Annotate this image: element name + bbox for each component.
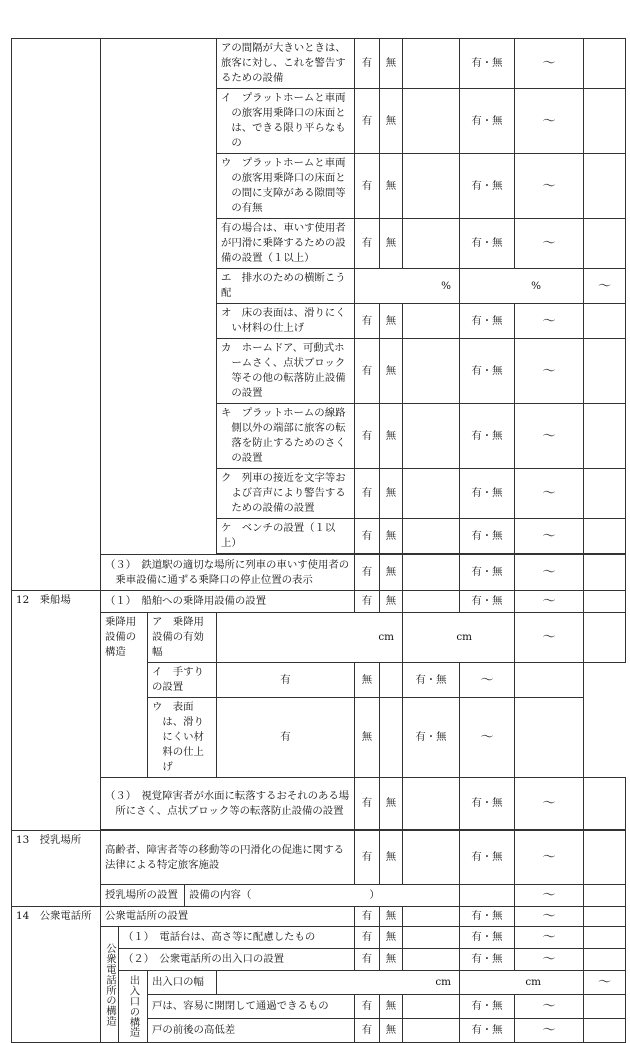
yes-no-cell: 有・無 bbox=[460, 1019, 515, 1043]
item-label: 戸は、容易に開閉して通過できるもの bbox=[148, 995, 355, 1019]
blank-cell bbox=[584, 591, 626, 613]
no-cell: 無 bbox=[380, 927, 403, 949]
blank-cell bbox=[584, 469, 626, 519]
yes-no-cell: 有・無 bbox=[460, 519, 515, 554]
section-title: 12 乗船場 bbox=[12, 591, 101, 831]
blank-cell bbox=[460, 885, 515, 907]
item-label: ウ プラットホームと車両の旅客用乗降口の床面との間に支障がある隙間等の有無 bbox=[217, 154, 355, 219]
blank-cell bbox=[515, 698, 584, 778]
item-label: キ プラットホームの線路側以外の端部に旅客の転落を防止するためのさくの設置 bbox=[217, 404, 355, 469]
yes-cell: 有 bbox=[355, 89, 380, 154]
blank-cell bbox=[584, 39, 626, 89]
no-cell: 無 bbox=[380, 778, 403, 830]
tilde-cell: ～ bbox=[515, 154, 584, 219]
blank-cell bbox=[403, 219, 460, 269]
no-cell: 無 bbox=[380, 469, 403, 519]
no-cell: 無 bbox=[380, 89, 403, 154]
yes-cell: 有 bbox=[355, 927, 380, 949]
blank-cell bbox=[584, 304, 626, 339]
tilde-cell: ～ bbox=[515, 339, 584, 404]
yes-no-cell: 有・無 bbox=[460, 591, 515, 613]
percent-cell: % bbox=[460, 269, 584, 304]
yes-cell: 有 bbox=[355, 907, 380, 927]
blank-cell bbox=[584, 613, 626, 663]
yes-no-cell: 有・無 bbox=[460, 995, 515, 1019]
blank-cell bbox=[584, 519, 626, 554]
yes-cell: 有 bbox=[355, 995, 380, 1019]
content-close: ） bbox=[369, 889, 380, 901]
table-row bbox=[12, 927, 626, 949]
yes-no-cell: 有・無 bbox=[460, 778, 515, 830]
cm-cell: cm bbox=[217, 613, 403, 663]
table-row bbox=[12, 613, 626, 663]
yes-no-cell: 有・無 bbox=[460, 927, 515, 949]
yes-no-cell: 有・無 bbox=[460, 304, 515, 339]
no-cell: 無 bbox=[380, 339, 403, 404]
no-cell: 無 bbox=[380, 995, 403, 1019]
item-label: ケ ベンチの設置（１以上） bbox=[217, 519, 355, 554]
no-cell: 無 bbox=[380, 949, 403, 971]
no-cell: 無 bbox=[380, 154, 403, 219]
tilde-cell: ～ bbox=[515, 591, 584, 613]
yes-cell: 有 bbox=[355, 1019, 380, 1043]
yes-cell: 有 bbox=[355, 339, 380, 404]
blank-cell bbox=[584, 154, 626, 219]
table-row bbox=[12, 907, 626, 927]
blank-cell bbox=[403, 89, 460, 154]
tilde-cell: ～ bbox=[515, 555, 584, 591]
item-label: ウ 表面は、滑りにくい材料の仕上げ bbox=[148, 698, 217, 778]
no-cell: 無 bbox=[355, 663, 380, 698]
blank-cell bbox=[584, 555, 626, 591]
no-cell: 無 bbox=[380, 304, 403, 339]
table-row bbox=[12, 591, 626, 613]
blank-cell bbox=[403, 778, 460, 830]
no-cell: 無 bbox=[380, 555, 403, 591]
yes-no-cell: 有・無 bbox=[403, 698, 460, 778]
item-label: オ 床の表面は、滑りにくい材料の仕上げ bbox=[217, 304, 355, 339]
tilde-cell: ～ bbox=[515, 404, 584, 469]
item-label: 公衆電話所の設置 bbox=[101, 907, 355, 927]
blank-cell bbox=[403, 831, 460, 885]
item-label: イ プラットホームと車両の旅客用乗降口の床面とは、できる限り平らなもの bbox=[217, 89, 355, 154]
group-label-vertical: 公衆電話所の構造 bbox=[101, 927, 119, 1043]
checklist-table bbox=[11, 38, 626, 1043]
blank-cell bbox=[403, 927, 460, 949]
item-label: （１） 電話台は、高さ等に配慮したもの bbox=[119, 927, 355, 949]
cm-cell: cm bbox=[403, 613, 515, 663]
yes-cell: 有 bbox=[355, 831, 380, 885]
no-cell: 無 bbox=[380, 219, 403, 269]
item-label: （３） 鉄道駅の適切な場所に列車の車いす使用者の乗車設備に通ずる乗降口の停止位置の表示 bbox=[101, 555, 355, 591]
table-row bbox=[12, 39, 626, 89]
cm-cell: cm bbox=[217, 971, 460, 995]
blank-cell bbox=[403, 995, 460, 1019]
blank-cell bbox=[584, 89, 626, 154]
yes-cell: 有 bbox=[355, 519, 380, 554]
blank-cell bbox=[403, 469, 460, 519]
blank-cell bbox=[403, 304, 460, 339]
tilde-cell: ～ bbox=[515, 39, 584, 89]
item-label: （２） 公衆電話所の出入口の設置 bbox=[119, 949, 355, 971]
blank-cell bbox=[403, 907, 460, 927]
tilde-cell: ～ bbox=[515, 1019, 584, 1043]
blank-cell bbox=[403, 555, 460, 591]
blank-cell bbox=[584, 404, 626, 469]
yes-no-cell: 有・無 bbox=[460, 154, 515, 219]
percent-cell: % bbox=[355, 269, 460, 304]
yes-cell: 有 bbox=[355, 949, 380, 971]
yes-no-cell: 有・無 bbox=[460, 555, 515, 591]
yes-cell: 有 bbox=[217, 698, 355, 778]
yes-no-cell: 有・無 bbox=[460, 89, 515, 154]
tilde-cell: ～ bbox=[515, 778, 584, 830]
yes-no-cell: 有・無 bbox=[460, 339, 515, 404]
tilde-cell: ～ bbox=[515, 519, 584, 554]
yes-no-cell: 有・無 bbox=[403, 663, 460, 698]
tilde-cell: ～ bbox=[584, 971, 626, 995]
blank-cell bbox=[584, 885, 626, 907]
tilde-cell: ～ bbox=[515, 219, 584, 269]
cm-cell: cm bbox=[460, 971, 584, 995]
content-cell bbox=[185, 885, 460, 907]
table-row bbox=[12, 885, 626, 907]
item-label: 高齢者、障害者等の移動等の円滑化の促進に関する法律による特定旅客施設 bbox=[101, 831, 355, 885]
yes-cell: 有 bbox=[355, 591, 380, 613]
tilde-cell: ～ bbox=[460, 698, 515, 778]
no-cell: 無 bbox=[380, 39, 403, 89]
subgroup-label-vertical: 出入口の構造 bbox=[119, 971, 148, 1043]
no-cell: 無 bbox=[380, 519, 403, 554]
blank-cell bbox=[584, 1019, 626, 1043]
checklist-sheet bbox=[11, 38, 625, 1043]
yes-no-cell: 有・無 bbox=[460, 907, 515, 927]
tilde-cell: ～ bbox=[515, 89, 584, 154]
blank-cell bbox=[584, 778, 626, 830]
table-row bbox=[12, 831, 626, 885]
blank-cell bbox=[403, 519, 460, 554]
yes-cell: 有 bbox=[355, 555, 380, 591]
no-cell: 無 bbox=[380, 831, 403, 885]
blank-cell bbox=[403, 1019, 460, 1043]
blank-cell bbox=[403, 39, 460, 89]
blank-cell bbox=[584, 995, 626, 1019]
blank-cell bbox=[584, 831, 626, 885]
tilde-cell: ～ bbox=[515, 469, 584, 519]
table-row bbox=[12, 778, 626, 830]
blank-cell bbox=[584, 949, 626, 971]
item-label: 出入口の幅 bbox=[148, 971, 217, 995]
no-cell: 無 bbox=[380, 591, 403, 613]
no-cell: 無 bbox=[355, 698, 380, 778]
yes-cell: 有 bbox=[217, 663, 355, 698]
tilde-cell: ～ bbox=[515, 885, 584, 907]
item-label: （１） 船舶への乗降用設備の設置 bbox=[101, 591, 355, 613]
tilde-cell: ～ bbox=[584, 269, 626, 304]
item-label: カ ホームドア、可動式ホームさく、点状ブロック等その他の転落防止設備の設置 bbox=[217, 339, 355, 404]
yes-no-cell: 有・無 bbox=[460, 831, 515, 885]
tilde-cell: ～ bbox=[515, 949, 584, 971]
table-row bbox=[12, 555, 626, 591]
yes-cell: 有 bbox=[355, 778, 380, 830]
tilde-cell: ～ bbox=[515, 995, 584, 1019]
item-label: イ 手すりの設置 bbox=[148, 663, 217, 698]
no-cell: 無 bbox=[380, 1019, 403, 1043]
blank-cell bbox=[380, 698, 403, 778]
item-label: エ 排水のための横断こう配 bbox=[217, 269, 355, 304]
yes-cell: 有 bbox=[355, 404, 380, 469]
blank-cell bbox=[584, 219, 626, 269]
blank-cell bbox=[515, 663, 584, 698]
item-label: （３） 視覚障害者が水面に転落するおそれのある場所にさく、点状ブロック等の転落防止設備の設置 bbox=[101, 778, 355, 830]
item-label: 授乳場所の設置 bbox=[101, 885, 185, 907]
blank-cell bbox=[584, 339, 626, 404]
no-cell: 無 bbox=[380, 404, 403, 469]
yes-no-cell: 有・無 bbox=[460, 219, 515, 269]
tilde-cell: ～ bbox=[515, 907, 584, 927]
tilde-cell: ～ bbox=[515, 927, 584, 949]
item-label: 戸の前後の高低差 bbox=[148, 1019, 355, 1043]
tilde-cell: ～ bbox=[460, 663, 515, 698]
item-label: 有の場合は、車いす使用者が円滑に乗降するための設備の設置（１以上） bbox=[217, 219, 355, 269]
blank-cell bbox=[403, 404, 460, 469]
blank-cell bbox=[584, 907, 626, 927]
item-label: ア 乗降用設備の有効幅 bbox=[148, 613, 217, 663]
group-label: 乗降用設備の構造 bbox=[101, 613, 148, 778]
yes-cell: 有 bbox=[355, 154, 380, 219]
tilde-cell: ～ bbox=[515, 831, 584, 885]
yes-no-cell: 有・無 bbox=[460, 404, 515, 469]
yes-cell: 有 bbox=[355, 469, 380, 519]
blank-cell bbox=[403, 591, 460, 613]
section-title: 14 公衆電話所 bbox=[12, 907, 101, 1043]
section-cell-empty bbox=[12, 39, 101, 591]
tilde-cell: ～ bbox=[515, 304, 584, 339]
yes-cell: 有 bbox=[355, 39, 380, 89]
blank-cell bbox=[403, 339, 460, 404]
blank-cell bbox=[403, 949, 460, 971]
yes-no-cell: 有・無 bbox=[460, 949, 515, 971]
blank-cell bbox=[380, 663, 403, 698]
yes-no-cell: 有・無 bbox=[460, 39, 515, 89]
yes-no-cell: 有・無 bbox=[460, 469, 515, 519]
blank-cell bbox=[584, 927, 626, 949]
section-title: 13 授乳場所 bbox=[12, 831, 101, 907]
subsection-cell-empty bbox=[101, 39, 217, 555]
blank-cell bbox=[403, 154, 460, 219]
yes-cell: 有 bbox=[355, 219, 380, 269]
yes-cell: 有 bbox=[355, 304, 380, 339]
tilde-cell: ～ bbox=[515, 613, 584, 663]
no-cell: 無 bbox=[380, 907, 403, 927]
item-label: アの間隔が大きいときは、旅客に対し、これを警告するための設備 bbox=[217, 39, 355, 89]
content-open: 設備の内容（ bbox=[189, 889, 252, 901]
item-label: ク 列車の接近を文字等および音声により警告するための設備の設置 bbox=[217, 469, 355, 519]
